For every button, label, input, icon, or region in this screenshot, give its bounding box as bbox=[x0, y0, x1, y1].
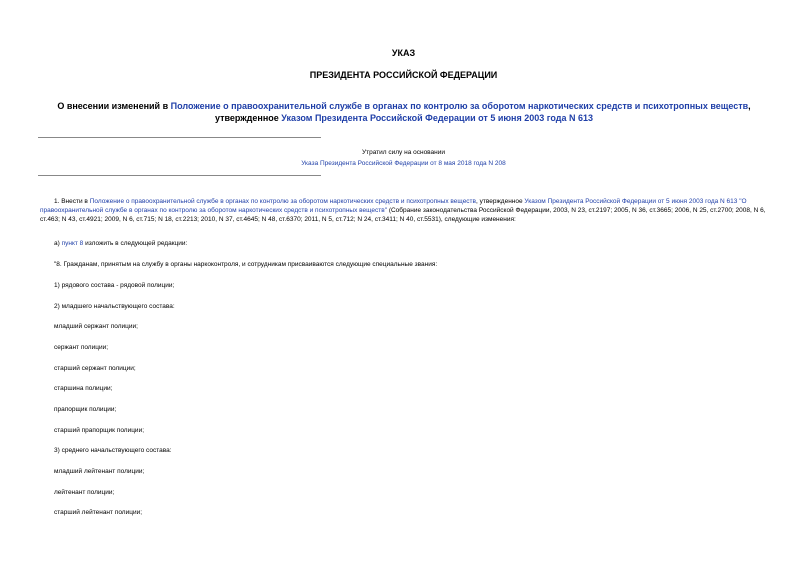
list-item: 2) младшего начальствующего состава: bbox=[54, 303, 175, 310]
list-item: 1) рядового состава - рядовой полиции; bbox=[54, 282, 175, 289]
list-item: младший лейтенант полиции; bbox=[54, 468, 145, 475]
document-subtitle bbox=[40, 100, 768, 124]
list-item: старший сержант полиции; bbox=[54, 365, 136, 372]
intro-link-regulation[interactable]: Положение о правоохранительной службе в органах по контролю за оборотом наркотических средств и психотропных веществ bbox=[89, 198, 476, 205]
list-item: лейтенант полиции; bbox=[54, 489, 115, 496]
list-item: старший лейтенант полиции; bbox=[54, 509, 143, 516]
item-a-suffix: изложить в следующей редакции: bbox=[83, 240, 188, 247]
list-item: старший прапорщик полиции; bbox=[54, 427, 145, 434]
status-note: Утратил силу на основании bbox=[361, 149, 446, 156]
divider-bottom bbox=[38, 175, 321, 176]
document-issuer: ПРЕЗИДЕНТА РОССИЙСКОЙ ФЕДЕРАЦИИ bbox=[309, 70, 498, 80]
list-item: младший сержант полиции; bbox=[54, 323, 138, 330]
intro-text-3: (Собрание законодательства Российской Федерации, 2003, N 23, ст.2197; 2005, N 36, ст.3665; 2006, N 25, ст.2700; 2008, N 6, ст.463; N 43, ст.4921; 2009, N 6, ст.715; N 18, ст.2213; 2010, N 37, ст.4645; N 48, ст.6370; 2011, N 5, ст.712; N 24, ст.3411; N 40, ст.5531), следующие изменения: bbox=[40, 207, 766, 223]
item-a bbox=[54, 239, 187, 248]
item-a-link[interactable]: пункт 8 bbox=[61, 240, 84, 247]
subtitle-mid: , утвержденное bbox=[214, 101, 751, 123]
list-item: 3) среднего начальствующего состава: bbox=[54, 447, 172, 454]
subtitle-link-regulation[interactable]: Положение о правоохранительной службе в органах по контролю за оборотом наркотических средств и психотропных веществ bbox=[170, 101, 749, 111]
list-item: прапорщик полиции; bbox=[54, 406, 117, 413]
subtitle-link-decree[interactable]: Указом Президента Российской Федерации от 5 июня 2003 года N 613 bbox=[281, 113, 594, 123]
subtitle-prefix: О внесении изменений в bbox=[57, 101, 171, 111]
list-item: сержант полиции; bbox=[54, 344, 109, 351]
paragraph-1 bbox=[40, 197, 768, 224]
intro-text-2: , утвержденное bbox=[476, 198, 525, 205]
status-link-decree[interactable]: Указа Президента Российской Федерации от 8 мая 2018 года N 208 bbox=[301, 160, 506, 167]
intro-link-decree[interactable]: Указом Президента Российской Федерации от 5 июня 2003 года N 613 "О правоохранительной службе в органах по контролю за оборотом наркотических средств и психотропных веществ" bbox=[40, 198, 747, 214]
list-item: старшина полиции; bbox=[54, 385, 113, 392]
paragraph-8: "8. Гражданам, принятым на службу в органы наркоконтроля, и сотрудникам присваиваются следующие специальные звания: bbox=[54, 261, 438, 268]
intro-text-1: 1. Внести в bbox=[54, 198, 90, 205]
item-a-prefix: а) bbox=[54, 240, 62, 247]
divider-top bbox=[38, 137, 321, 138]
document-title: УКАЗ bbox=[391, 48, 416, 58]
